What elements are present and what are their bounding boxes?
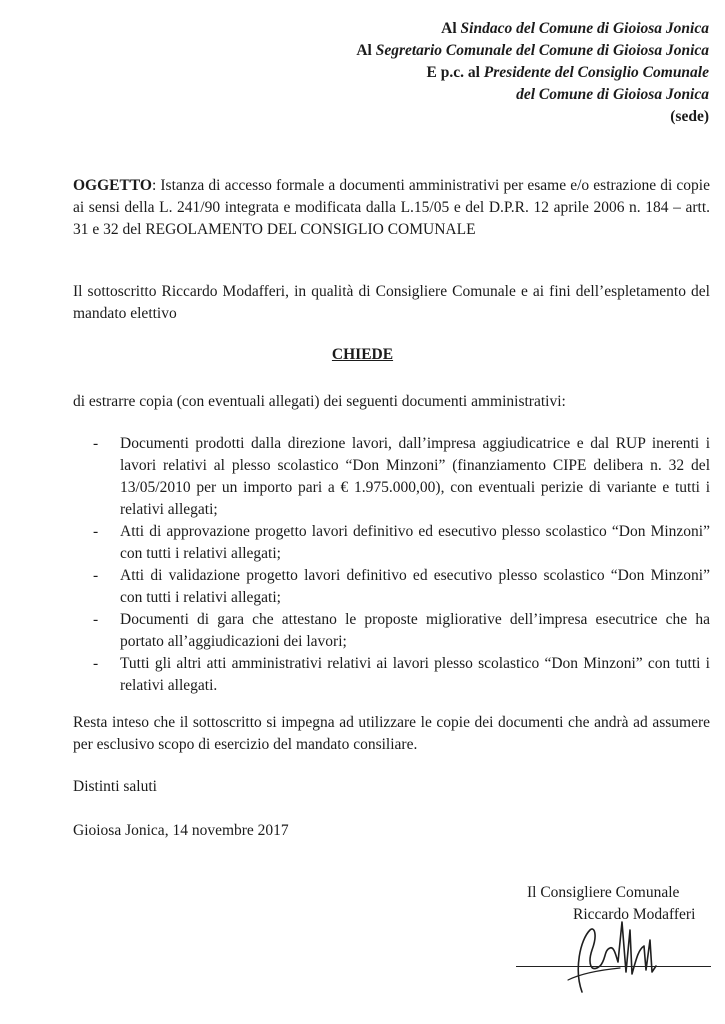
addressee-sede: (sede) xyxy=(670,108,709,125)
addressee-council-president: E p.c. al Presidente del Consiglio Comunale xyxy=(426,64,709,81)
list-item: - Documenti prodotti dalla direzione lavori, dall’impresa aggiudicatrice e dal RUP inerenti i lavori relativi al plesso scolastico “Don Minzoni” (finanziamento CIPE delibera n. 32 del 13/05/2010 per un importo pari a € 1.975.000,00), con eventuali perizie di variante e tutti i relativi allegati; xyxy=(93,435,710,518)
place-date: Gioiosa Jonica, 14 novembre 2017 xyxy=(73,822,289,839)
subject-paragraph xyxy=(73,175,710,241)
list-dash: - xyxy=(93,655,99,672)
document-list xyxy=(73,433,710,697)
list-item: - Documenti di gara che attestano le proposte migliorative dell’impresa esecutrice che ha portato all’aggiudicazioni dei lavori; xyxy=(93,611,710,650)
signer-title: Il Consigliere Comunale xyxy=(527,884,680,901)
chiede-heading: CHIEDE xyxy=(331,346,394,363)
list-dash: - xyxy=(93,567,99,584)
addressee-secretary: Al Segretario Comunale del Comune di Gioiosa Jonica xyxy=(356,42,709,59)
subject-text: : Istanza di accesso formale a documenti amministrativi per esame e/o estrazione di copie ai sensi della L. 241/90 integrata e modificata dalla L.15/05 e del D.P.R. 12 aprile 2006 n. 184 – artt. 31 e 32 del REGOLAMENTO DEL CONSIGLIO COMUNALE xyxy=(73,177,710,238)
addressee-block xyxy=(356,18,709,128)
closing-paragraph: Resta inteso che il sottoscritto si impegna ad utilizzare le copie dei documenti che andrà ad assumere per esclusivo scopo di esercizio del mandato consiliare. xyxy=(73,714,710,753)
list-item: - Atti di validazione progetto lavori definitivo ed esecutivo plesso scolastico “Don Minzoni” con tutti i relativi allegati; xyxy=(93,567,710,606)
intro-paragraph: Il sottoscritto Riccardo Modafferi, in qualità di Consigliere Comunale e ai fini dell’espletamento del mandato elettivo xyxy=(73,283,710,322)
signature-line xyxy=(516,966,711,967)
list-dash: - xyxy=(93,523,99,540)
salutation: Distinti saluti xyxy=(73,778,157,795)
signer-name: Riccardo Modafferi xyxy=(573,906,696,923)
addressee-municipality: del Comune di Gioiosa Jonica xyxy=(516,86,709,103)
list-item: - Atti di approvazione progetto lavori definitivo ed esecutivo plesso scolastico “Don Minzoni” con tutti i relativi allegati; xyxy=(93,523,710,562)
list-dash: - xyxy=(93,435,99,452)
list-dash: - xyxy=(93,611,99,628)
addressee-mayor: Al Sindaco del Comune di Gioiosa Jonica xyxy=(441,20,709,37)
list-item: - Tutti gli altri atti amministrativi relativi ai lavori plesso scolastico “Don Minzoni” con tutti i relativi allegati. xyxy=(93,655,710,694)
request-line: di estrarre copia (con eventuali allegati) dei seguenti documenti amministrativi: xyxy=(73,393,566,410)
subject-label: OGGETTO xyxy=(73,177,152,194)
handwritten-signature xyxy=(560,900,670,1010)
